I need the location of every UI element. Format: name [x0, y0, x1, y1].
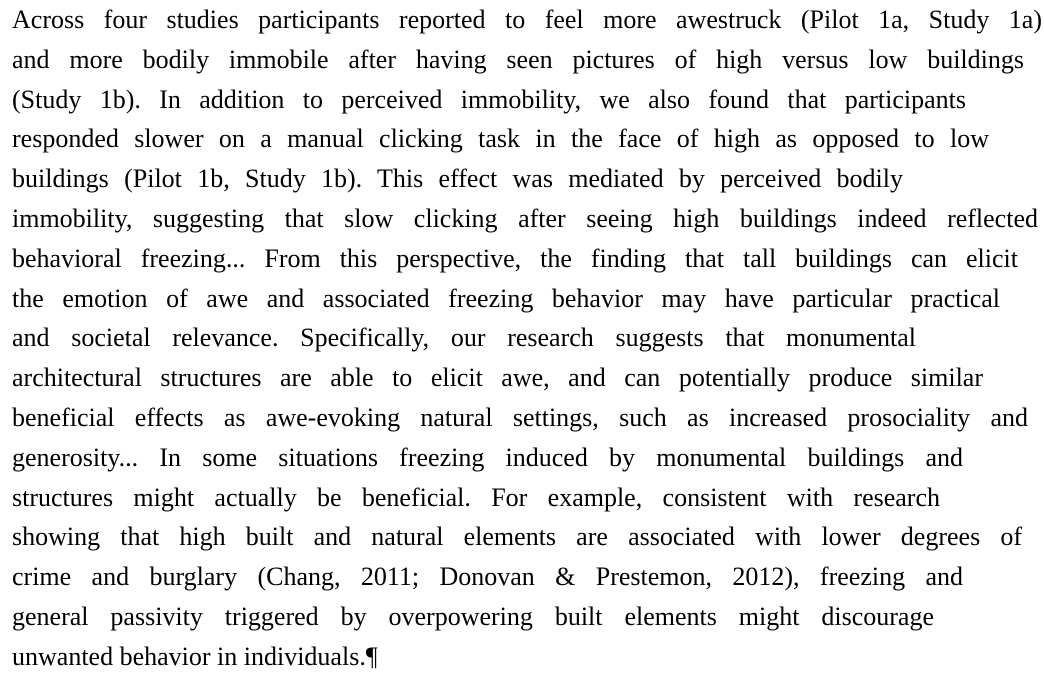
text-line: generosity... In some situations freezing induced by monumental buildings and [12, 442, 963, 472]
text-line: buildings (Pilot 1b, Study 1b). This effect was mediated by perceived bodily [12, 164, 903, 194]
text-line: Across four studies participants reported to feel more awestruck (Pilot 1a, Study 1a) [12, 5, 1042, 34]
text-line: the emotion of awe and associated freezing behavior may have particular practical [12, 283, 1000, 313]
text-line: immobility, suggesting that slow clicking after seeing high buildings indeed reflected [12, 203, 1038, 233]
text-line: architectural structures are able to elicit awe, and can potentially produce similar [12, 363, 983, 393]
text-line: (Study 1b). In addition to perceived immobility, we also found that participants [12, 84, 966, 114]
text-line: and more bodily immobile after having seen pictures of high versus low buildings [12, 44, 1024, 74]
text-line-last: unwanted behavior in individuals.¶ [12, 641, 378, 671]
text-line: crime and burglary (Chang, 2011; Donovan & Prestemon, 2012), freezing and [12, 562, 963, 592]
text-line: general passivity triggered by overpowering built elements might discourage [12, 601, 934, 631]
text-line: behavioral freezing... From this perspective, the finding that tall buildings can elicit [12, 243, 1018, 273]
text-line: beneficial effects as awe-evoking natural settings, such as increased prosociality and [12, 402, 1028, 432]
text-line: structures might actually be beneficial. For example, consistent with research [12, 482, 940, 512]
text-line: showing that high built and natural elements are associated with lower degrees of [12, 522, 1022, 552]
text-line: responded slower on a manual clicking task in the face of high as opposed to low [12, 124, 989, 154]
body-paragraph [12, 0, 1042, 677]
text-line: and societal relevance. Specifically, our research suggests that monumental [12, 323, 916, 353]
